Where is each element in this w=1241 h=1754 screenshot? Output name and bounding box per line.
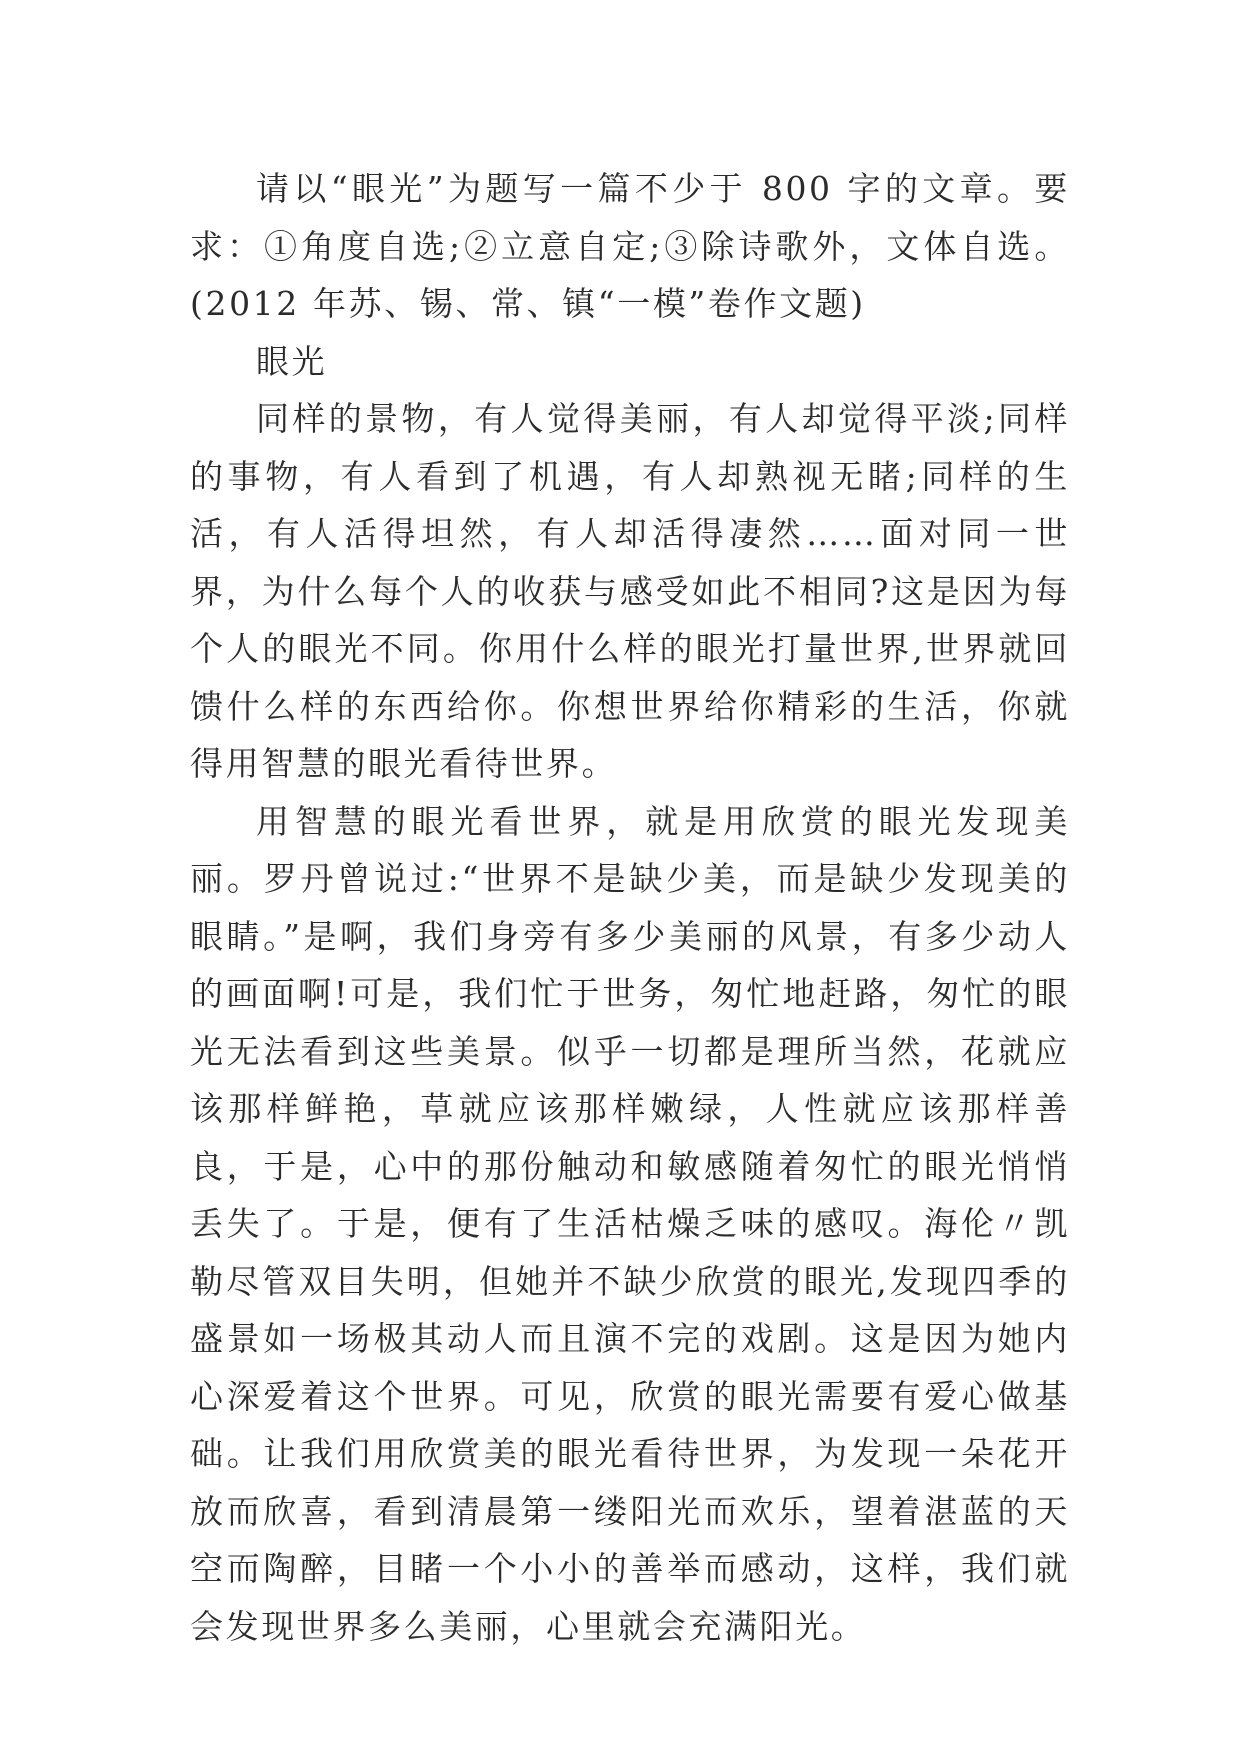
paragraph-2: 用智慧的眼光看世界，就是用欣赏的眼光发现美丽。罗丹曾说过:“世界不是缺少美，而是缺少发现美的眼睛。”是啊，我们身旁有多少美丽的风景，有多少动人的画面啊!可是，我们忙于世务，匆忙地赶路，匆忙的眼光无法看到这些美景。似乎一切都是理所当然，花就应该那样鲜艳，草就应该那样嫩绿，人性就应该那样善良，于是，心中的那份触动和敏感随着匆忙的眼光悄悄丢失了。于是，便有了生活枯燥乏味的感叹。海伦〃凯勒尽管双目失明，但她并不缺少欣赏的眼光,发现四季的盛景如一场极其动人而且演不完的戏剧。这是因为她内心深爱着这个世界。可见，欣赏的眼光需要有爱心做基础。让我们用欣赏美的眼光看待世界，为发现一朵花开放而欣喜，看到清晨第一缕阳光而欢乐，望着湛蓝的天空而陶醉，目睹一个小小的善举而感动，这样，我们就会发现世界多么美丽，心里就会充满阳光。: [190, 801, 1070, 1646]
article-body: [190, 160, 1070, 1655]
essay-title: 眼光: [256, 341, 328, 381]
essay-prompt: 请以“眼光”为题写一篇不少于 800 字的文章。要求：①角度自选;②立意自定;③除诗歌外，文体自选。(2012 年苏、锡、常、镇“一模”卷作文题): [190, 169, 1070, 323]
paragraph-1: 同样的景物，有人觉得美丽，有人却觉得平淡;同样的事物，有人看到了机遇，有人却熟视无睹;同样的生活，有人活得坦然，有人却活得凄然……面对同一世界，为什么每个人的收获与感受如此不相同?这是因为每个人的眼光不同。你用什么样的眼光打量世界,世界就回馈什么样的东西给你。你想世界给你精彩的生活，你就得用智慧的眼光看待世界。: [190, 399, 1070, 783]
